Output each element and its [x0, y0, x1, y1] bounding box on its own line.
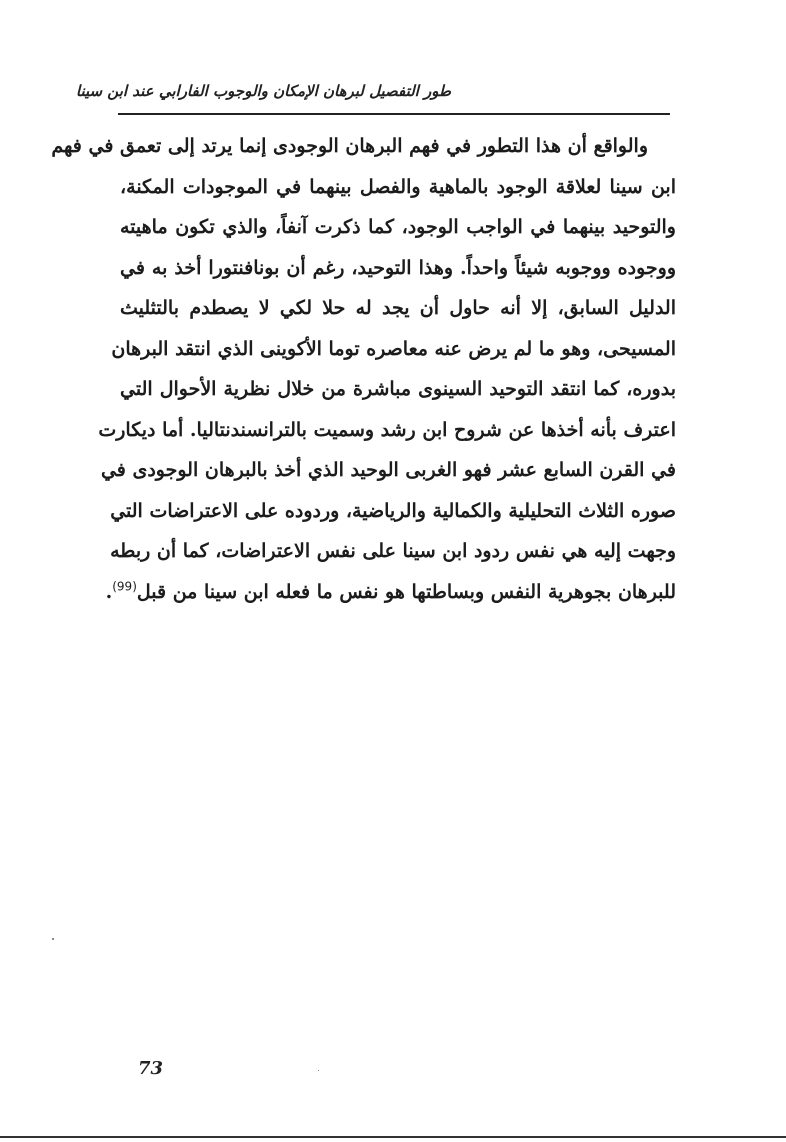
scan-speck: [52, 938, 54, 940]
text-line: والواقع أن هذا التطور في فهم البرهان الوجودى إنما يرتد إلى تعمق في فهم: [51, 135, 648, 157]
bottom-rule: [0, 1136, 786, 1138]
running-header: طور التفصيل لبرهان الإمكان والوجوب الفارابي عند ابن سينا: [75, 82, 451, 100]
sentence-end: .: [105, 580, 113, 603]
footnote-reference[interactable]: (99): [112, 579, 137, 594]
text-line: الدليل السابق، إلا أنه حاول أن يجد له حلا لكي لا يصطدم بالتثليث: [120, 297, 676, 319]
page-number: 73: [138, 1058, 164, 1079]
text-line: في القرن السابع عشر فهو الغربى الوحيد الذي أخذ بالبرهان الوجودى في: [100, 459, 676, 481]
last-line-text: للبرهان بجوهرية النفس وبساطتها هو نفس ما فعله ابن سينا من قبل: [136, 580, 676, 603]
text-line: المسيحى، وهو ما لم يرض عنه معاصره توما الأكوينى الذي انتقد البرهان: [111, 337, 676, 360]
text-line-last: [105, 572, 676, 613]
text-line: ووجوده ووجوبه شيئاً واحداً. وهذا التوحيد، رغم أن بونافنتورا أخذ به في: [120, 256, 676, 279]
scan-speck: [318, 1070, 319, 1071]
text-line: ابن سينا لعلاقة الوجود بالماهية والفصل بينهما في الموجودات المكنة،: [120, 175, 676, 198]
text-line: صوره الثلاث التحليلية والكمالية والرياضية، وردوده على الاعتراضات التي: [110, 499, 676, 522]
body-paragraph: [51, 126, 676, 612]
text-line: وجهت إليه هي نفس ردود ابن سينا على نفس الاعتراضات، كما أن ربطه: [110, 540, 676, 562]
text-line: اعترف بأنه أخذها عن شروح ابن رشد وسميت بالترانسندنتاليا. أما ديكارت: [98, 418, 676, 441]
text-line: بدوره، كما انتقد التوحيد السينوى مباشرة من خلال نظرية الأحوال التي: [120, 378, 676, 400]
text-line: والتوحيد بينهما في الواجب الوجود، كما ذكرت آنفاً، والذي تكون ماهيته: [120, 216, 676, 238]
header-rule: [118, 113, 670, 115]
